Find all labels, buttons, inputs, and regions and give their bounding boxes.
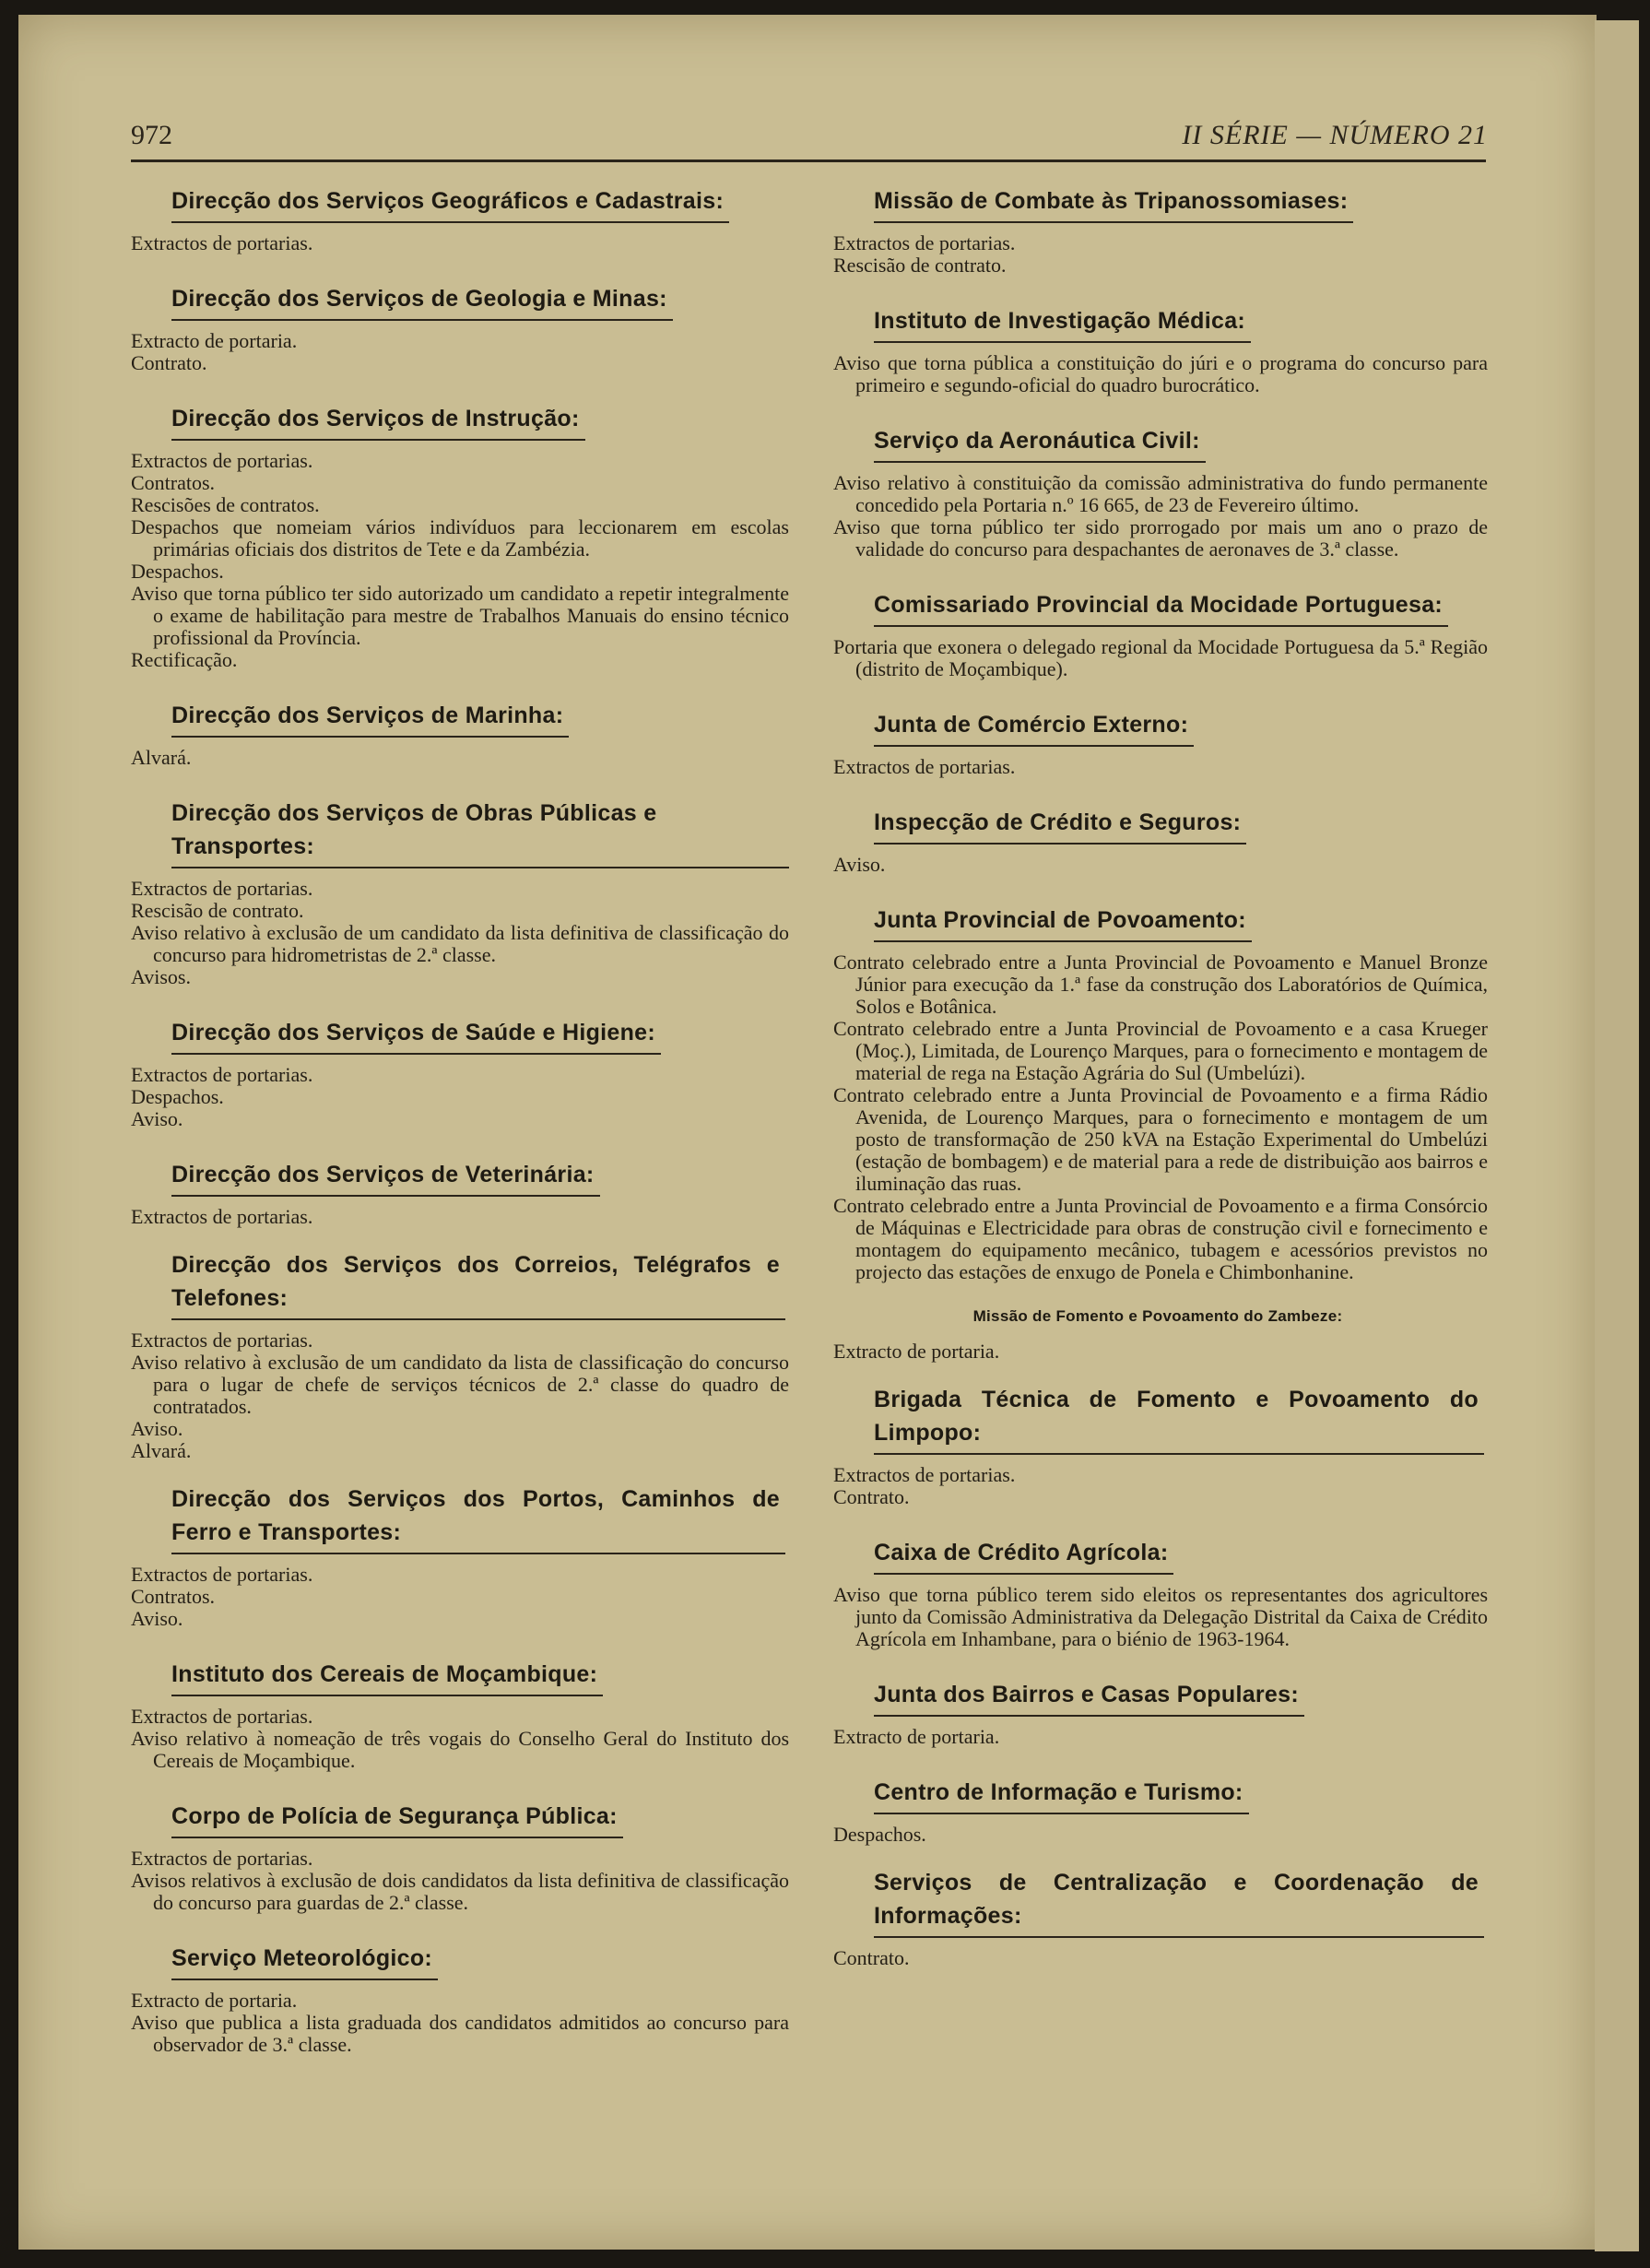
section-item: Extracto de portaria. — [833, 1725, 1000, 1748]
series-number: II SÉRIE — NÚMERO 21 — [1182, 120, 1488, 150]
section-heading: Centro de Informação e Turismo: — [874, 1776, 1249, 1814]
section-item: Aviso. — [131, 1607, 183, 1630]
section-heading: Missão de Fomento e Povoamento do Zambeze: — [972, 1307, 1343, 1325]
section — [833, 417, 1488, 561]
section — [833, 581, 1488, 680]
section-item: Alvará. — [131, 1439, 192, 1462]
section — [833, 1866, 1488, 1969]
section-item: Contrato. — [131, 351, 207, 374]
header-rule — [131, 159, 1486, 162]
adjacent-page-edge — [1595, 20, 1639, 2251]
section-heading: Direcção dos Serviços Geográficos e Cadastrais: — [171, 184, 729, 223]
section — [131, 1151, 789, 1228]
section — [131, 1482, 789, 1630]
section-item: Aviso relativo à exclusão de um candidato da lista definitiva de classificação do concurso para hidrometristas de 2.ª classe. — [131, 921, 789, 966]
section-item: Alvará. — [131, 746, 192, 769]
section-item: Rescisões de contratos. — [131, 493, 320, 516]
section-item: Extractos de portarias. — [131, 1563, 313, 1586]
section-item: Rectificação. — [131, 648, 238, 671]
section-item: Despachos. — [131, 1085, 224, 1108]
section — [833, 1529, 1488, 1650]
section-item: Contrato. — [833, 1946, 910, 1969]
section — [131, 789, 789, 988]
section — [131, 691, 789, 769]
section-heading: Missão de Combate às Tripanossomiases: — [874, 184, 1353, 223]
section — [131, 1248, 789, 1462]
section — [833, 1383, 1488, 1508]
page-number: 972 — [131, 120, 172, 150]
section-item: Despachos que nomeiam vários indivíduos para leccionarem em escolas primárias oficiais dos distritos de Tete e da Zambézia. — [131, 515, 789, 561]
section-item: Aviso. — [131, 1417, 183, 1440]
section-heading: Serviço Meteorológico: — [171, 1942, 438, 1980]
section — [131, 395, 789, 671]
section-item: Despachos. — [131, 560, 224, 583]
section-item: Avisos. — [131, 965, 191, 988]
page-header — [112, 116, 1488, 162]
section-heading: Serviço da Aeronáutica Civil: — [874, 424, 1206, 463]
section-item: Contratos. — [131, 471, 216, 494]
section-item: Portaria que exonera o delegado regional da Mocidade Portuguesa da 5.ª Região (distrito de Moçambique). — [833, 635, 1488, 680]
section-item: Contrato celebrado entre a Junta Provincial de Povoamento e Manuel Bronze Júnior para execução da 1.ª fase da construção dos Laboratórios de Química, Solos e Botânica. — [833, 951, 1488, 1018]
section-heading: Direcção dos Serviços de Obras Públicas e Transportes: — [171, 797, 789, 868]
section-item: Extractos de portarias. — [131, 231, 313, 254]
section-heading: Direcção dos Serviços de Marinha: — [171, 699, 569, 738]
section-item: Aviso que torna pública a constituição do júri e o programa do concurso para primeiro e segundo-oficial do quadro burocrático. — [833, 351, 1488, 396]
section-item: Contrato celebrado entre a Junta Provincial de Povoamento e a firma Consórcio de Máquinas e Electricidade para obras de construção civil e fornecimento e montagem do equipamento mecânico, tubagem e acessórios previstos no projecto das estações de enxugo de Ponela e Chimbonhanine. — [833, 1194, 1488, 1283]
section-heading: Junta de Comércio Externo: — [874, 708, 1194, 747]
section-item: Aviso relativo à nomeação de três vogais do Conselho Geral do Instituto dos Cereais de Moçambique. — [131, 1727, 789, 1772]
section-heading: Direcção dos Serviços de Geologia e Minas: — [171, 282, 673, 321]
section — [131, 177, 789, 254]
section-item: Aviso que publica a lista graduada dos candidatos admitidos ao concurso para observador de 3.ª classe. — [131, 2011, 789, 2056]
section-heading: Direcção dos Serviços de Instrução: — [171, 402, 585, 441]
section — [833, 1304, 1488, 1363]
section-heading: Direcção dos Serviços de Saúde e Higiene: — [171, 1016, 661, 1055]
section-item: Rescisão de contrato. — [833, 254, 1007, 277]
section-item: Contrato celebrado entre a Junta Provincial de Povoamento e a casa Krueger (Moç.), Limitada, de Lourenço Marques, para o fornecimento e montagem de material de rega na Estação Agrária do Sul (Umbelúzi). — [833, 1017, 1488, 1084]
section-heading: Serviços de Centralização e Coordenação de Informações: — [874, 1866, 1484, 1938]
section-item: Extractos de portarias. — [131, 1063, 313, 1086]
section-item: Extractos de portarias. — [833, 1463, 1016, 1486]
section — [131, 1009, 789, 1130]
section-item: Extractos de portarias. — [131, 1847, 313, 1870]
section-item: Aviso relativo à constituição da comissão administrativa do fundo permanente concedido pela Portaria n.º 16 665, de 23 de Fevereiro último. — [833, 471, 1488, 516]
section-item: Contrato celebrado entre a Junta Provincial de Povoamento e a firma Rádio Avenida, de Lourenço Marques, para o fornecimento e montagem de um posto de transformação de 250 kVA na Estação Experimental do Umbelúzi (estação de bombagem) e de material para a rede de distribuição aos bairros e iluminação das ruas. — [833, 1083, 1488, 1195]
section-item: Contrato. — [833, 1485, 910, 1508]
right-column — [833, 177, 1488, 1990]
section — [833, 297, 1488, 396]
section-heading: Junta dos Bairros e Casas Populares: — [874, 1678, 1304, 1717]
section — [131, 1650, 789, 1772]
section-item: Aviso que torna público terem sido eleitos os representantes dos agricultores junto da Comissão Administrativa da Delegação Distrital da Caixa de Crédito Agrícola em Inhambane, para o biénio de 1963-1964. — [833, 1583, 1488, 1650]
section-item: Extractos de portarias. — [131, 1705, 313, 1728]
section-item: Aviso que torna público ter sido autorizado um candidato a repetir integralmente o exame de habilitação para mestre de Trabalhos Manuais do ensino técnico profissional da Província. — [131, 582, 789, 649]
section-heading: Direcção dos Serviços dos Portos, Caminhos de Ferro e Transportes: — [171, 1482, 785, 1554]
section-item: Extractos de portarias. — [131, 1205, 313, 1228]
section-heading: Comissariado Provincial da Mocidade Portuguesa: — [874, 588, 1448, 627]
section — [131, 1792, 789, 1914]
section-heading: Direcção dos Serviços dos Correios, Telégrafos e Telefones: — [171, 1248, 785, 1320]
section-item: Avisos relativos à exclusão de dois candidatos da lista definitiva de classificação do concurso para guardas de 2.ª classe. — [131, 1869, 789, 1914]
section-item: Extractos de portarias. — [833, 755, 1016, 778]
section — [833, 798, 1488, 876]
section-item: Extracto de portaria. — [131, 329, 298, 352]
section-item: Aviso relativo à exclusão de um candidato da lista de classificação do concurso para o lugar de chefe de serviços técnicos de 2.ª classe do quadro de contratados. — [131, 1351, 789, 1418]
section-item: Extractos de portarias. — [833, 231, 1016, 254]
section — [833, 1768, 1488, 1846]
section-item: Aviso que torna público ter sido prorrogado por mais um ano o prazo de validade do concurso para despachantes de aeronaves de 3.ª classe. — [833, 515, 1488, 561]
section — [833, 896, 1488, 1283]
section-item: Extracto de portaria. — [131, 1989, 298, 2012]
section-heading: Junta Provincial de Povoamento: — [874, 904, 1252, 942]
section-heading: Corpo de Polícia de Segurança Pública: — [171, 1800, 623, 1838]
section — [833, 701, 1488, 778]
section-heading: Instituto de Investigação Médica: — [874, 304, 1251, 343]
section — [833, 177, 1488, 277]
section-item: Aviso. — [131, 1107, 183, 1130]
section-heading: Inspecção de Crédito e Seguros: — [874, 806, 1246, 845]
section-item: Aviso. — [833, 853, 886, 876]
section-item: Extractos de portarias. — [131, 1329, 313, 1352]
section-heading: Brigada Técnica de Fomento e Povoamento do Limpopo: — [874, 1383, 1484, 1455]
section-item: Extracto de portaria. — [833, 1340, 1000, 1363]
section-item: Extractos de portarias. — [131, 877, 313, 900]
left-column — [131, 177, 789, 2076]
section — [833, 1671, 1488, 1748]
section-item: Rescisão de contrato. — [131, 899, 304, 922]
section — [131, 275, 789, 374]
section-item: Contratos. — [131, 1585, 216, 1608]
section-heading: Instituto dos Cereais de Moçambique: — [171, 1658, 603, 1696]
section-heading: Direcção dos Serviços de Veterinária: — [171, 1158, 600, 1197]
section-item: Despachos. — [833, 1823, 926, 1846]
section-item: Extractos de portarias. — [131, 449, 313, 472]
section — [131, 1934, 789, 2056]
section-heading: Caixa de Crédito Agrícola: — [874, 1536, 1173, 1575]
